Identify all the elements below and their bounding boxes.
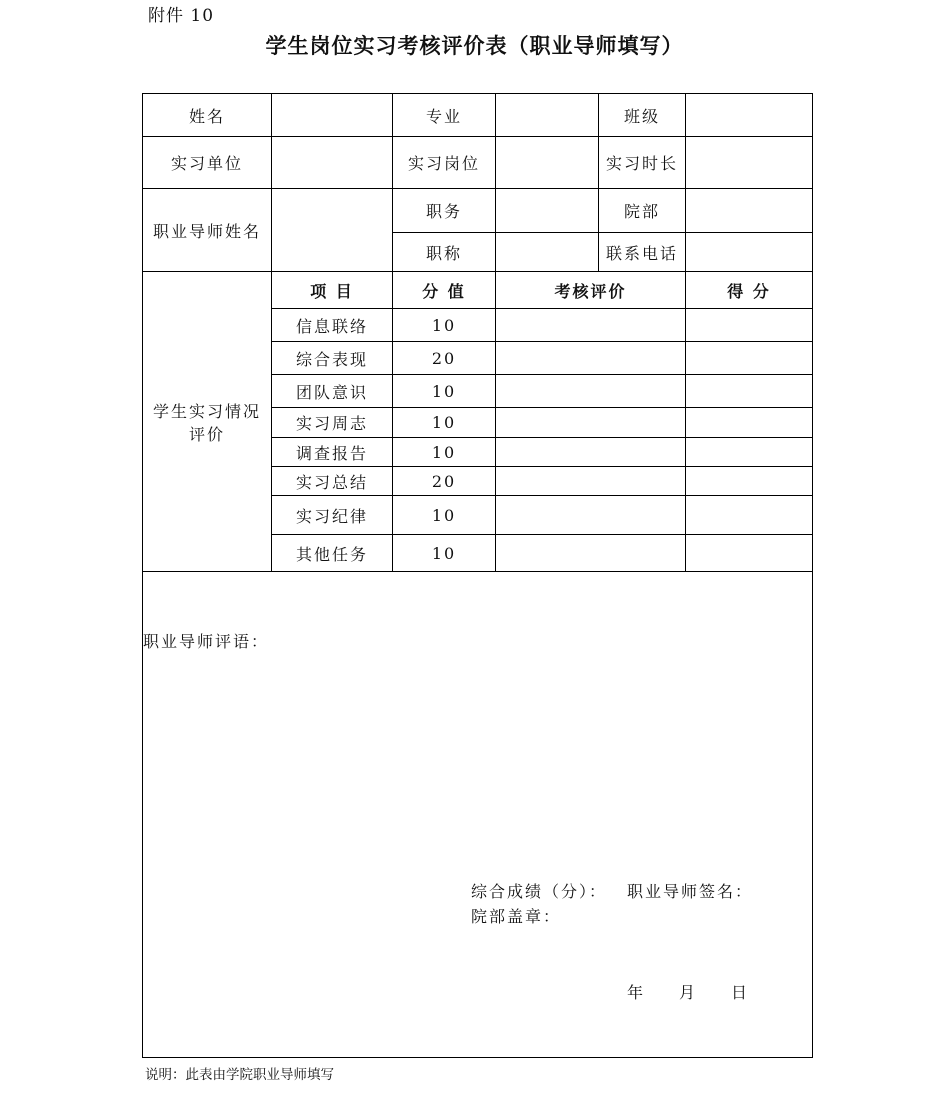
score-field[interactable] <box>686 535 813 572</box>
year-label: 年 <box>627 983 646 1002</box>
item-name: 实习周志 <box>272 408 393 438</box>
date-line <box>627 980 749 1003</box>
class-field[interactable] <box>686 94 813 137</box>
page-title: 学生岗位实习考核评价表（职业导师填写） <box>265 34 684 58</box>
evaluation-form-table <box>142 93 813 1058</box>
evaluation-section-label-line2: 评价 <box>188 424 225 444</box>
position-label: 实习岗位 <box>393 137 496 189</box>
assessment-field[interactable] <box>496 408 686 438</box>
evaluation-section-label <box>143 272 272 572</box>
item-name: 调查报告 <box>272 438 393 467</box>
class-label: 班级 <box>599 94 686 137</box>
overall-score-label: 综合成绩（分）： <box>471 882 608 901</box>
row-mentor-duty <box>143 189 813 233</box>
item-value: 10 <box>393 535 496 572</box>
item-value: 20 <box>393 467 496 496</box>
item-name: 综合表现 <box>272 342 393 375</box>
name-field[interactable] <box>272 94 393 137</box>
evaluation-header-row <box>143 272 813 309</box>
dept-stamp-label: 院部盖章： <box>471 907 562 926</box>
score-field[interactable] <box>686 375 813 408</box>
comment-row <box>143 572 813 1058</box>
assessment-field[interactable] <box>496 467 686 496</box>
unit-field[interactable] <box>272 137 393 189</box>
score-field[interactable] <box>686 496 813 535</box>
row-basic-info <box>143 94 813 137</box>
duration-label: 实习时长 <box>599 137 686 189</box>
assessment-field[interactable] <box>496 535 686 572</box>
item-value: 10 <box>393 375 496 408</box>
score-field[interactable] <box>686 408 813 438</box>
title-field[interactable] <box>496 233 599 272</box>
score-signature-line <box>471 879 753 902</box>
mentor-name-field[interactable] <box>272 189 393 272</box>
score-field[interactable] <box>686 438 813 467</box>
name-label: 姓名 <box>143 94 272 137</box>
row-internship-info <box>143 137 813 189</box>
item-value: 10 <box>393 496 496 535</box>
position-field[interactable] <box>496 137 599 189</box>
duty-field[interactable] <box>496 189 599 233</box>
phone-label: 联系电话 <box>599 233 686 272</box>
mentor-name-label: 职业导师姓名 <box>143 189 272 272</box>
dept-label: 院部 <box>599 189 686 233</box>
dept-field[interactable] <box>686 189 813 233</box>
item-name: 其他任务 <box>272 535 393 572</box>
item-value: 10 <box>393 309 496 342</box>
assessment-field[interactable] <box>496 438 686 467</box>
item-value: 10 <box>393 408 496 438</box>
item-value: 10 <box>393 438 496 467</box>
mentor-comment-label: 职业导师评语： <box>143 632 270 651</box>
assessment-field[interactable] <box>496 342 686 375</box>
assessment-field[interactable] <box>496 375 686 408</box>
dept-stamp-line <box>471 904 561 927</box>
title-label: 职称 <box>393 233 496 272</box>
mentor-comment-area[interactable] <box>143 572 813 1058</box>
unit-label: 实习单位 <box>143 137 272 189</box>
major-label: 专业 <box>393 94 496 137</box>
duration-field[interactable] <box>686 137 813 189</box>
evaluation-section-label-line1: 学生实习情况 <box>152 401 261 421</box>
item-name: 团队意识 <box>272 375 393 408</box>
attachment-number: 附件 10 <box>148 6 215 26</box>
phone-field[interactable] <box>686 233 813 272</box>
item-name: 实习纪律 <box>272 496 393 535</box>
assessment-field[interactable] <box>496 496 686 535</box>
score-field[interactable] <box>686 309 813 342</box>
score-field[interactable] <box>686 342 813 375</box>
mentor-signature-label: 职业导师签名： <box>627 882 754 901</box>
duty-label: 职务 <box>393 189 496 233</box>
item-name: 信息联络 <box>272 309 393 342</box>
major-field[interactable] <box>496 94 599 137</box>
day-label: 日 <box>731 983 750 1002</box>
column-header-item: 项 目 <box>272 272 393 309</box>
column-header-assessment: 考核评价 <box>496 272 686 309</box>
month-label: 月 <box>679 983 698 1002</box>
footer-note: 说明：此表由学院职业导师填写 <box>145 1067 334 1083</box>
assessment-field[interactable] <box>496 309 686 342</box>
column-header-score: 得 分 <box>686 272 813 309</box>
column-header-value: 分 值 <box>393 272 496 309</box>
score-field[interactable] <box>686 467 813 496</box>
item-value: 20 <box>393 342 496 375</box>
item-name: 实习总结 <box>272 467 393 496</box>
